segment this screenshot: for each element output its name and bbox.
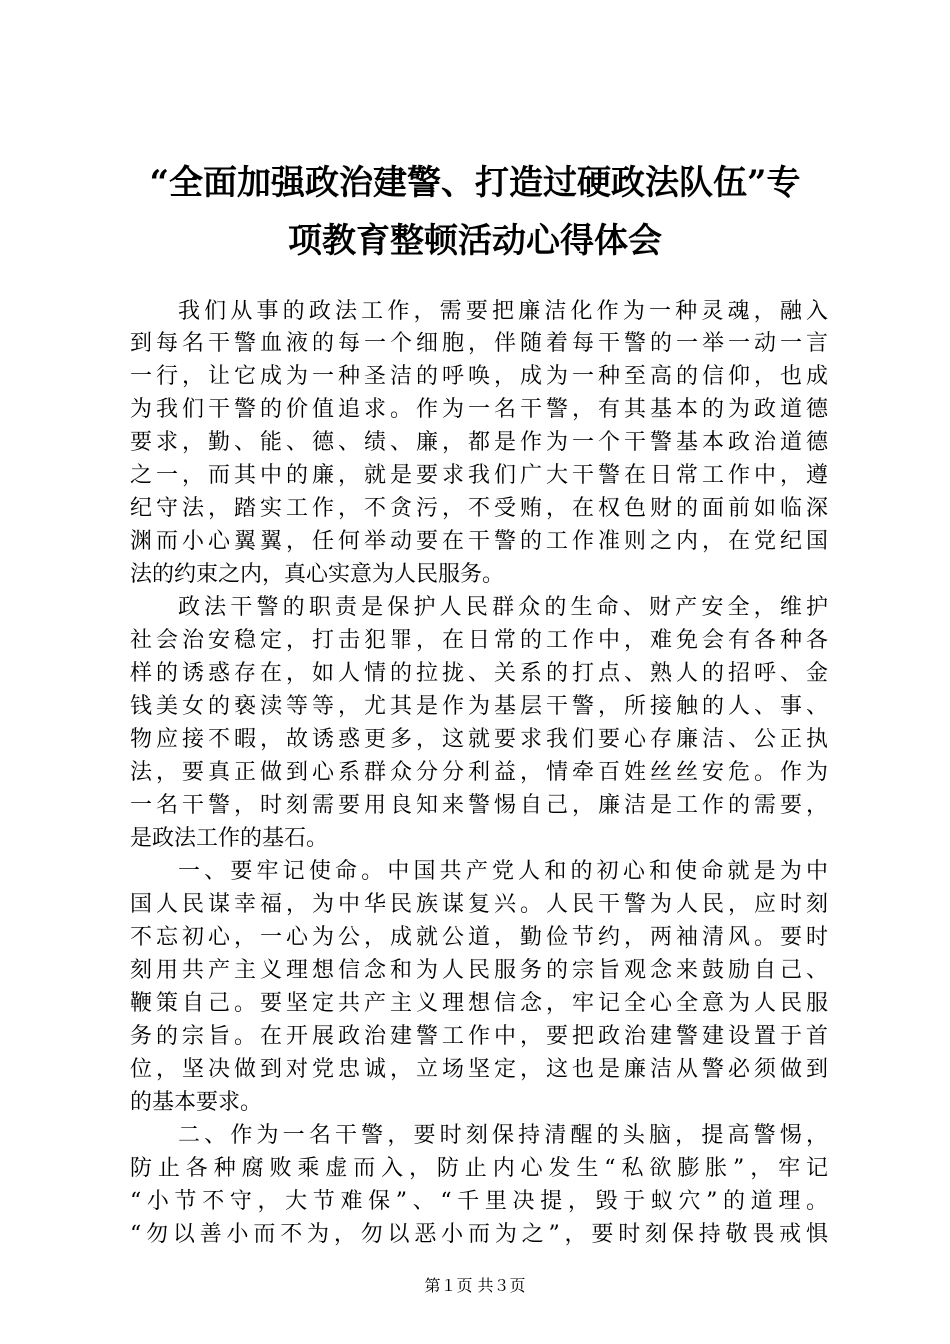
paragraph-1-line: 我们从事的政法工作，需要把廉洁化作为一种灵魂，融入 — [178, 299, 828, 324]
paragraph-2-line: 法，要真正做到心系群众分分利益，情牵百姓丝丝安危。作为 — [130, 760, 828, 785]
paragraph-1-line: 之一，而其中的廉，就是要求我们广大干警在日常工作中，遵 — [130, 463, 828, 488]
paragraph-1-line: 一行，让它成为一种圣洁的呼唤，成为一种至高的信仰，也成 — [130, 364, 828, 389]
paragraph-2-line: 政法干警的职责是保护人民群众的生命、财产安全，维护 — [178, 595, 828, 620]
paragraph-4-line: “勿以善小而不为，勿以恶小而为之”，要时刻保持敬畏戒惧 — [130, 1222, 828, 1247]
paragraph-2-line: 一名干警，时刻需要用良知来警惕自己，廉洁是工作的需要， — [130, 793, 828, 818]
paragraph-3-line: 务的宗旨。在开展政治建警工作中，要把政治建警建设置于首 — [130, 1024, 828, 1049]
paragraph-3-line: 国人民谋幸福，为中华民族谋复兴。人民干警为人民，应时刻 — [130, 892, 828, 917]
paragraph-1-line: 要求，勤、能、德、绩、廉，都是作为一个干警基本政治道德 — [130, 430, 828, 455]
paragraph-3-line: 位，坚决做到对党忠诚，立场坚定，这也是廉洁从警必须做到 — [130, 1057, 828, 1082]
paragraph-3-line: 鞭策自己。要坚定共产主义理想信念，牢记全心全意为人民服 — [130, 991, 828, 1016]
paragraph-1-line: 为我们干警的价值追求。作为一名干警，有其基本的为政道德 — [130, 397, 828, 422]
document-title-line-2: 项教育整顿活动心得体会 — [288, 221, 662, 261]
paragraph-3-line: 一、要牢记使命。中国共产党人和的初心和使命就是为中 — [178, 859, 828, 884]
page-number: 第１页 共３页 — [424, 1276, 526, 1295]
paragraph-2-line: 物应接不暇，故诱惑更多，这就要求我们要心存廉洁、公正执 — [130, 727, 828, 752]
paragraph-1-line: 法的约束之内，真心实意为人民服务。 — [130, 562, 505, 587]
paragraph-2-line: 钱美女的亵渎等等，尤其是作为基层干警，所接触的人、事、 — [130, 694, 828, 719]
paragraph-4-line: 二、作为一名干警，要时刻保持清醒的头脑，提高警惕， — [178, 1123, 828, 1148]
paragraph-3-line: 不忘初心，一心为公，成就公道，勤俭节约，两袖清风。要时 — [130, 925, 828, 950]
paragraph-2-line: 社会治安稳定，打击犯罪，在日常的工作中，难免会有各种各 — [130, 628, 828, 653]
paragraph-2-line: 是政法工作的基石。 — [130, 826, 329, 851]
paragraph-1-line: 到每名干警血液的每一个细胞，伴随着每干警的一举一动一言 — [130, 331, 828, 356]
paragraph-3-line: 刻用共产主义理想信念和为人民服务的宗旨观念来鼓励自己、 — [130, 958, 828, 983]
paragraph-2-line: 样的诱惑存在，如人情的拉拢、关系的打点、熟人的招呼、金 — [130, 661, 828, 686]
paragraph-4-line: 防止各种腐败乘虚而入，防止内心发生“私欲膨胀”，牢记 — [130, 1156, 828, 1181]
paragraph-3-line: 的基本要求。 — [130, 1090, 263, 1115]
paragraph-4-line: “小节不守，大节难保”、“千里决提，毁于蚁穴”的道理。 — [130, 1189, 828, 1214]
paragraph-1-line: 渊而小心翼翼，任何举动要在干警的工作准则之内，在党纪国 — [130, 529, 828, 554]
paragraph-1-line: 纪守法，踏实工作，不贪污，不受贿，在权色财的面前如临深 — [130, 496, 828, 521]
document-title-line-1: “全面加强政治建警、打造过硬政法队伍”专 — [149, 163, 801, 203]
